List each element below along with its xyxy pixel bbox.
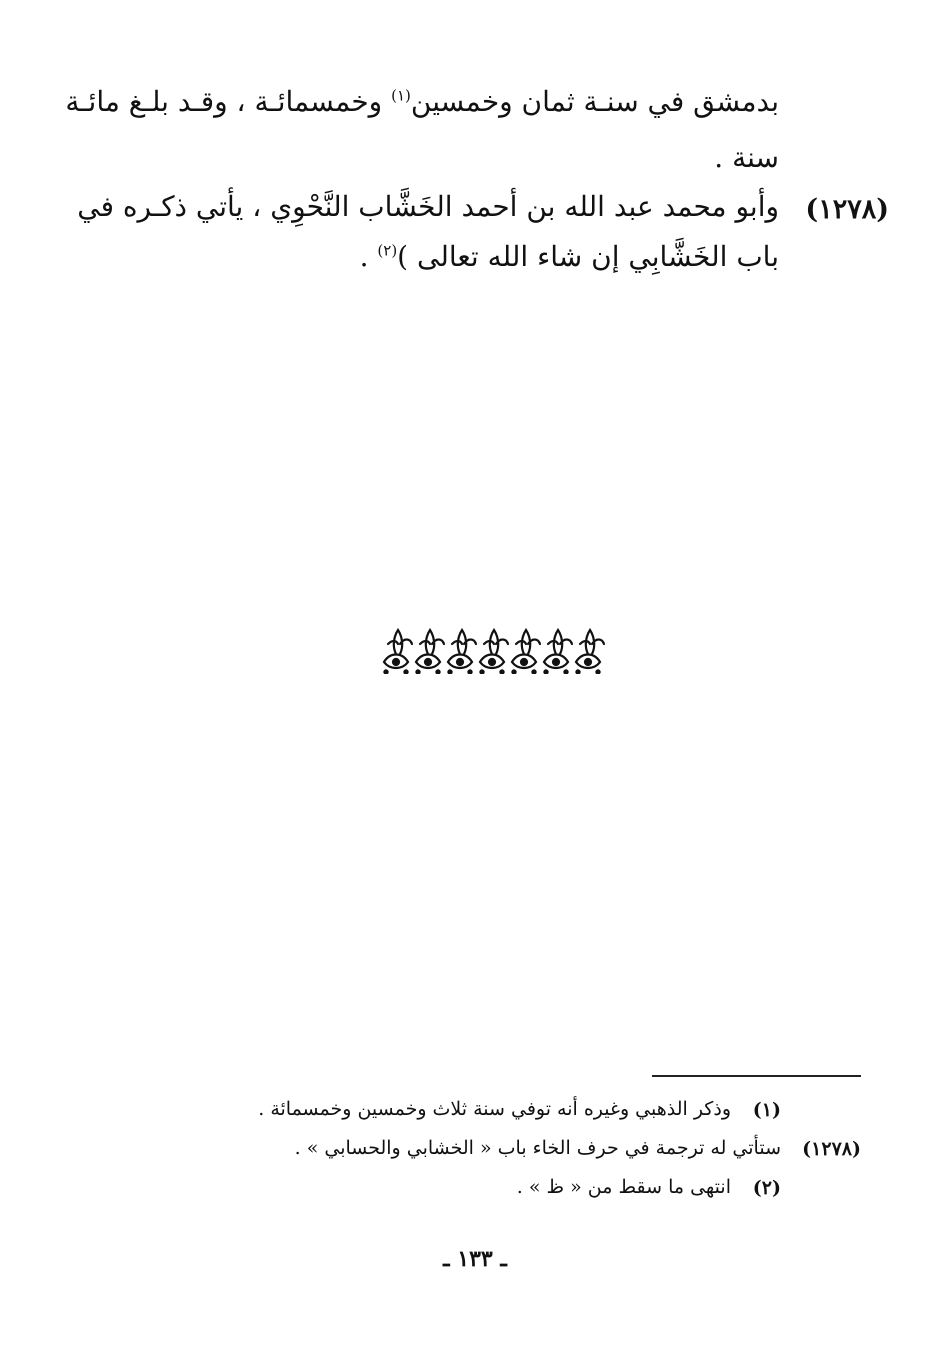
body-line-1-text: بدمشق في سنـة ثمان وخمسين xyxy=(410,85,779,118)
page-number: ـ ١٣٣ ـ xyxy=(443,1246,507,1272)
footnote-1-label: (١) xyxy=(752,1099,781,1121)
footnote-3-label: (٢) xyxy=(752,1177,781,1199)
body-line-1-text-b: وخمسمائـة ، وقـد بلـغ مائـة xyxy=(65,85,392,118)
body-line-1 xyxy=(65,85,779,118)
body-line-4-end: . xyxy=(359,240,378,273)
entry-number: (١٢٧٨) xyxy=(805,194,889,225)
ornament-unit xyxy=(384,630,412,674)
footnote-2-text: ستأتي له ترجمة في حرف الخاء باب « الخشابي والحسابي » . xyxy=(294,1137,781,1159)
body-line-4-text: باب الخَشَّابِي إن شاء الله تعالى ) xyxy=(397,240,779,273)
body-line-3 xyxy=(77,190,779,223)
footnote-3-text: انتهى ما سقط من « ظ » . xyxy=(516,1176,731,1198)
footnote-ref-1[interactable]: (١) xyxy=(391,86,411,105)
footnote-2-label: (١٢٧٨) xyxy=(802,1138,861,1160)
body-line-2-text: سنة . xyxy=(714,141,779,174)
footnote-1-text: وذكر الذهبي وغيره أنه توفي سنة ثلاث وخمسين وخمسمائة . xyxy=(258,1098,731,1120)
body-line-2 xyxy=(714,141,779,174)
body-line-3-text: وأبو محمد عبد الله بن أحمد الخَشَّاب النَّحْوِي ، يأتي ذكـره في xyxy=(77,190,779,223)
footnote-ref-2[interactable]: (٢) xyxy=(377,241,398,260)
body-line-4 xyxy=(359,240,779,273)
footnote-separator xyxy=(652,1075,861,1077)
floral-ornament-icon xyxy=(380,622,615,674)
